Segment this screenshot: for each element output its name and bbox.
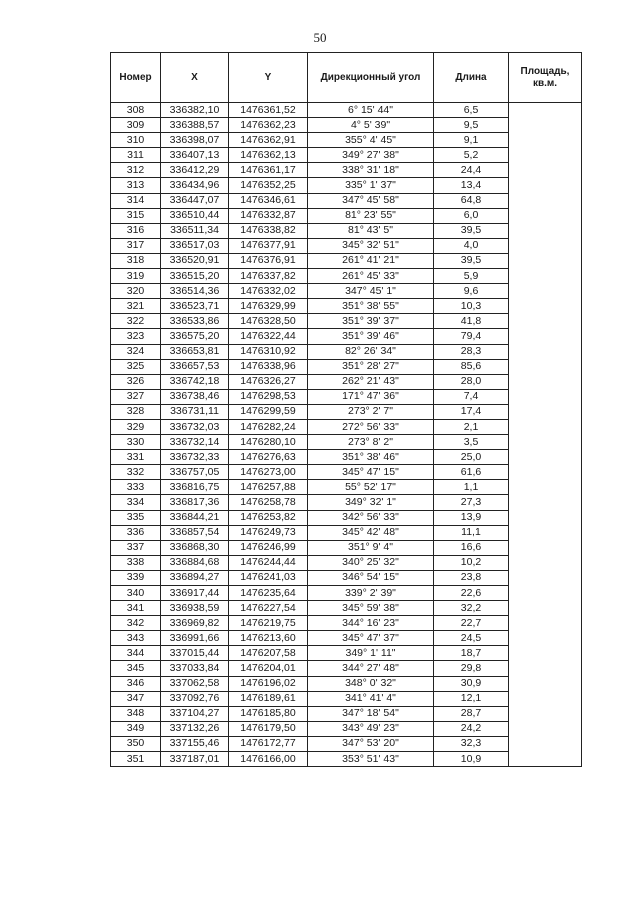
cell-number: 345 xyxy=(111,661,161,676)
cell-y: 1476172,77 xyxy=(229,736,308,751)
coordinates-table xyxy=(110,52,582,767)
cell-direction-angle: 4° 5' 39" xyxy=(308,118,434,133)
cell-x: 336884,68 xyxy=(161,555,229,570)
cell-y: 1476244,44 xyxy=(229,555,308,570)
cell-y: 1476377,91 xyxy=(229,238,308,253)
cell-number: 324 xyxy=(111,344,161,359)
cell-direction-angle: 81° 23' 55" xyxy=(308,208,434,223)
cell-y: 1476179,50 xyxy=(229,721,308,736)
cell-direction-angle: 351° 38' 46" xyxy=(308,450,434,465)
cell-x: 337104,27 xyxy=(161,706,229,721)
cell-x: 337132,26 xyxy=(161,721,229,736)
cell-length: 13,4 xyxy=(434,178,509,193)
cell-x: 336533,86 xyxy=(161,314,229,329)
cell-direction-angle: 349° 32' 1" xyxy=(308,495,434,510)
cell-number: 320 xyxy=(111,284,161,299)
cell-direction-angle: 347° 45' 1" xyxy=(308,284,434,299)
cell-y: 1476219,75 xyxy=(229,616,308,631)
cell-length: 10,9 xyxy=(434,752,509,767)
cell-direction-angle: 351° 39' 37" xyxy=(308,314,434,329)
cell-number: 339 xyxy=(111,570,161,585)
cell-number: 316 xyxy=(111,223,161,238)
cell-y: 1476352,25 xyxy=(229,178,308,193)
cell-length: 9,1 xyxy=(434,133,509,148)
cell-direction-angle: 345° 47' 37" xyxy=(308,631,434,646)
cell-x: 336523,71 xyxy=(161,299,229,314)
cell-direction-angle: 345° 32' 51" xyxy=(308,238,434,253)
cell-direction-angle: 345° 59' 38" xyxy=(308,601,434,616)
cell-direction-angle: 261° 45' 33" xyxy=(308,269,434,284)
cell-x: 336514,36 xyxy=(161,284,229,299)
cell-number: 330 xyxy=(111,435,161,450)
cell-y: 1476258,78 xyxy=(229,495,308,510)
cell-direction-angle: 261° 41' 21" xyxy=(308,253,434,268)
cell-x: 336732,03 xyxy=(161,419,229,434)
cell-length: 85,6 xyxy=(434,359,509,374)
cell-direction-angle: 6° 15' 44" xyxy=(308,103,434,118)
cell-y: 1476189,61 xyxy=(229,691,308,706)
cell-length: 10,2 xyxy=(434,555,509,570)
cell-direction-angle: 335° 1' 37" xyxy=(308,178,434,193)
table-body xyxy=(111,103,582,767)
cell-x: 336757,05 xyxy=(161,465,229,480)
cell-y: 1476326,27 xyxy=(229,374,308,389)
cell-direction-angle: 339° 2' 39" xyxy=(308,586,434,601)
cell-length: 27,3 xyxy=(434,495,509,510)
cell-number: 312 xyxy=(111,163,161,178)
cell-direction-angle: 273° 8' 2" xyxy=(308,435,434,450)
cell-number: 346 xyxy=(111,676,161,691)
cell-length: 24,4 xyxy=(434,163,509,178)
cell-number: 328 xyxy=(111,404,161,419)
cell-number: 344 xyxy=(111,646,161,661)
cell-x: 336520,91 xyxy=(161,253,229,268)
cell-direction-angle: 82° 26' 34" xyxy=(308,344,434,359)
cell-y: 1476332,02 xyxy=(229,284,308,299)
cell-y: 1476207,58 xyxy=(229,646,308,661)
cell-direction-angle: 344° 27' 48" xyxy=(308,661,434,676)
cell-y: 1476282,24 xyxy=(229,419,308,434)
cell-number: 335 xyxy=(111,510,161,525)
cell-y: 1476253,82 xyxy=(229,510,308,525)
cell-length: 28,7 xyxy=(434,706,509,721)
cell-number: 333 xyxy=(111,480,161,495)
cell-y: 1476299,59 xyxy=(229,404,308,419)
cell-y: 1476332,87 xyxy=(229,208,308,223)
header-y: Y xyxy=(229,53,308,103)
cell-y: 1476328,50 xyxy=(229,314,308,329)
cell-y: 1476362,91 xyxy=(229,133,308,148)
cell-direction-angle: 81° 43' 5" xyxy=(308,223,434,238)
header-direction-angle: Дирекционный угол xyxy=(308,53,434,103)
page-number: 50 xyxy=(313,30,327,45)
cell-direction-angle: 345° 47' 15" xyxy=(308,465,434,480)
cell-number: 308 xyxy=(111,103,161,118)
cell-direction-angle: 351° 39' 46" xyxy=(308,329,434,344)
cell-length: 32,3 xyxy=(434,736,509,751)
cell-length: 5,2 xyxy=(434,148,509,163)
cell-number: 317 xyxy=(111,238,161,253)
cell-x: 336991,66 xyxy=(161,631,229,646)
cell-number: 348 xyxy=(111,706,161,721)
cell-length: 10,3 xyxy=(434,299,509,314)
cell-number: 350 xyxy=(111,736,161,751)
cell-y: 1476338,96 xyxy=(229,359,308,374)
cell-length: 28,3 xyxy=(434,344,509,359)
cell-y: 1476227,54 xyxy=(229,601,308,616)
cell-y: 1476361,52 xyxy=(229,103,308,118)
cell-direction-angle: 338° 31' 18" xyxy=(308,163,434,178)
cell-x: 336917,44 xyxy=(161,586,229,601)
cell-y: 1476338,82 xyxy=(229,223,308,238)
cell-x: 336738,46 xyxy=(161,389,229,404)
cell-direction-angle: 349° 1' 11" xyxy=(308,646,434,661)
cell-number: 343 xyxy=(111,631,161,646)
header-area: Площадь, кв.м. xyxy=(509,53,582,103)
cell-x: 336731,11 xyxy=(161,404,229,419)
cell-length: 64,8 xyxy=(434,193,509,208)
cell-length: 2,1 xyxy=(434,419,509,434)
cell-number: 332 xyxy=(111,465,161,480)
cell-number: 327 xyxy=(111,389,161,404)
cell-x: 336434,96 xyxy=(161,178,229,193)
cell-y: 1476376,91 xyxy=(229,253,308,268)
cell-length: 29,8 xyxy=(434,661,509,676)
cell-number: 315 xyxy=(111,208,161,223)
cell-direction-angle: 342° 56' 33" xyxy=(308,510,434,525)
cell-direction-angle: 340° 25' 32" xyxy=(308,555,434,570)
cell-x: 336742,18 xyxy=(161,374,229,389)
cell-number: 319 xyxy=(111,269,161,284)
cell-number: 338 xyxy=(111,555,161,570)
cell-y: 1476310,92 xyxy=(229,344,308,359)
cell-direction-angle: 55° 52' 17" xyxy=(308,480,434,495)
cell-x: 336894,27 xyxy=(161,570,229,585)
cell-x: 336732,14 xyxy=(161,435,229,450)
cell-y: 1476346,61 xyxy=(229,193,308,208)
cell-x: 336817,36 xyxy=(161,495,229,510)
cell-length: 79,4 xyxy=(434,329,509,344)
cell-direction-angle: 273° 2' 7" xyxy=(308,404,434,419)
cell-x: 336969,82 xyxy=(161,616,229,631)
table-row xyxy=(111,103,582,118)
cell-direction-angle: 341° 41' 4" xyxy=(308,691,434,706)
cell-y: 1476246,99 xyxy=(229,540,308,555)
cell-y: 1476337,82 xyxy=(229,269,308,284)
cell-direction-angle: 171° 47' 36" xyxy=(308,389,434,404)
cell-x: 336857,54 xyxy=(161,525,229,540)
cell-direction-angle: 347° 18' 54" xyxy=(308,706,434,721)
cell-direction-angle: 262° 21' 43" xyxy=(308,374,434,389)
cell-y: 1476273,00 xyxy=(229,465,308,480)
cell-number: 310 xyxy=(111,133,161,148)
cell-number: 311 xyxy=(111,148,161,163)
cell-number: 326 xyxy=(111,374,161,389)
cell-y: 1476362,13 xyxy=(229,148,308,163)
cell-length: 22,6 xyxy=(434,586,509,601)
cell-number: 331 xyxy=(111,450,161,465)
cell-length: 17,4 xyxy=(434,404,509,419)
cell-direction-angle: 345° 42' 48" xyxy=(308,525,434,540)
cell-x: 337155,46 xyxy=(161,736,229,751)
cell-number: 334 xyxy=(111,495,161,510)
cell-number: 323 xyxy=(111,329,161,344)
cell-length: 9,6 xyxy=(434,284,509,299)
cell-x: 336517,03 xyxy=(161,238,229,253)
cell-number: 309 xyxy=(111,118,161,133)
cell-direction-angle: 346° 54' 15" xyxy=(308,570,434,585)
cell-y: 1476241,03 xyxy=(229,570,308,585)
cell-x: 336447,07 xyxy=(161,193,229,208)
cell-x: 336510,44 xyxy=(161,208,229,223)
cell-x: 337015,44 xyxy=(161,646,229,661)
cell-length: 41,8 xyxy=(434,314,509,329)
cell-number: 314 xyxy=(111,193,161,208)
cell-x: 336732,33 xyxy=(161,450,229,465)
cell-direction-angle: 353° 51' 43" xyxy=(308,752,434,767)
cell-length: 12,1 xyxy=(434,691,509,706)
cell-x: 336575,20 xyxy=(161,329,229,344)
cell-number: 349 xyxy=(111,721,161,736)
cell-length: 61,6 xyxy=(434,465,509,480)
cell-direction-angle: 349° 27' 38" xyxy=(308,148,434,163)
cell-length: 5,9 xyxy=(434,269,509,284)
cell-y: 1476361,17 xyxy=(229,163,308,178)
cell-x: 336388,57 xyxy=(161,118,229,133)
cell-direction-angle: 351° 38' 55" xyxy=(308,299,434,314)
cell-area xyxy=(509,103,582,767)
cell-y: 1476196,02 xyxy=(229,676,308,691)
cell-number: 347 xyxy=(111,691,161,706)
cell-length: 7,4 xyxy=(434,389,509,404)
cell-direction-angle: 272° 56' 33" xyxy=(308,419,434,434)
header-x: X xyxy=(161,53,229,103)
cell-y: 1476322,44 xyxy=(229,329,308,344)
cell-y: 1476280,10 xyxy=(229,435,308,450)
cell-number: 322 xyxy=(111,314,161,329)
cell-y: 1476213,60 xyxy=(229,631,308,646)
cell-y: 1476298,53 xyxy=(229,389,308,404)
cell-length: 4,0 xyxy=(434,238,509,253)
cell-x: 336412,29 xyxy=(161,163,229,178)
cell-length: 32,2 xyxy=(434,601,509,616)
cell-length: 18,7 xyxy=(434,646,509,661)
cell-y: 1476249,73 xyxy=(229,525,308,540)
cell-number: 337 xyxy=(111,540,161,555)
cell-direction-angle: 347° 45' 58" xyxy=(308,193,434,208)
table-header-row xyxy=(111,53,582,103)
cell-length: 28,0 xyxy=(434,374,509,389)
header-length: Длина xyxy=(434,53,509,103)
cell-number: 342 xyxy=(111,616,161,631)
cell-y: 1476235,64 xyxy=(229,586,308,601)
cell-direction-angle: 351° 9' 4" xyxy=(308,540,434,555)
cell-length: 23,8 xyxy=(434,570,509,585)
cell-length: 30,9 xyxy=(434,676,509,691)
cell-number: 336 xyxy=(111,525,161,540)
cell-length: 6,0 xyxy=(434,208,509,223)
cell-number: 341 xyxy=(111,601,161,616)
cell-direction-angle: 351° 28' 27" xyxy=(308,359,434,374)
cell-length: 39,5 xyxy=(434,253,509,268)
cell-y: 1476362,23 xyxy=(229,118,308,133)
cell-x: 337062,58 xyxy=(161,676,229,691)
cell-length: 11,1 xyxy=(434,525,509,540)
cell-direction-angle: 343° 49' 23" xyxy=(308,721,434,736)
cell-length: 39,5 xyxy=(434,223,509,238)
cell-x: 336816,75 xyxy=(161,480,229,495)
cell-direction-angle: 347° 53' 20" xyxy=(308,736,434,751)
cell-number: 313 xyxy=(111,178,161,193)
header-number: Номер xyxy=(111,53,161,103)
cell-y: 1476276,63 xyxy=(229,450,308,465)
cell-x: 336515,20 xyxy=(161,269,229,284)
cell-x: 336868,30 xyxy=(161,540,229,555)
cell-x: 336398,07 xyxy=(161,133,229,148)
cell-length: 13,9 xyxy=(434,510,509,525)
cell-length: 25,0 xyxy=(434,450,509,465)
cell-number: 340 xyxy=(111,586,161,601)
cell-length: 1,1 xyxy=(434,480,509,495)
cell-x: 336657,53 xyxy=(161,359,229,374)
cell-x: 336844,21 xyxy=(161,510,229,525)
cell-y: 1476204,01 xyxy=(229,661,308,676)
cell-length: 22,7 xyxy=(434,616,509,631)
cell-length: 16,6 xyxy=(434,540,509,555)
cell-direction-angle: 355° 4' 45" xyxy=(308,133,434,148)
cell-length: 3,5 xyxy=(434,435,509,450)
cell-number: 321 xyxy=(111,299,161,314)
cell-length: 6,5 xyxy=(434,103,509,118)
cell-x: 337092,76 xyxy=(161,691,229,706)
cell-x: 336407,13 xyxy=(161,148,229,163)
cell-y: 1476185,80 xyxy=(229,706,308,721)
cell-y: 1476329,99 xyxy=(229,299,308,314)
cell-direction-angle: 344° 16' 23" xyxy=(308,616,434,631)
cell-length: 24,2 xyxy=(434,721,509,736)
cell-x: 336382,10 xyxy=(161,103,229,118)
cell-y: 1476166,00 xyxy=(229,752,308,767)
cell-number: 325 xyxy=(111,359,161,374)
cell-x: 336938,59 xyxy=(161,601,229,616)
cell-x: 337033,84 xyxy=(161,661,229,676)
cell-x: 336653,81 xyxy=(161,344,229,359)
cell-number: 351 xyxy=(111,752,161,767)
cell-y: 1476257,88 xyxy=(229,480,308,495)
cell-number: 318 xyxy=(111,253,161,268)
cell-number: 329 xyxy=(111,419,161,434)
cell-direction-angle: 348° 0' 32" xyxy=(308,676,434,691)
cell-length: 24,5 xyxy=(434,631,509,646)
cell-length: 9,5 xyxy=(434,118,509,133)
cell-x: 336511,34 xyxy=(161,223,229,238)
cell-x: 337187,01 xyxy=(161,752,229,767)
